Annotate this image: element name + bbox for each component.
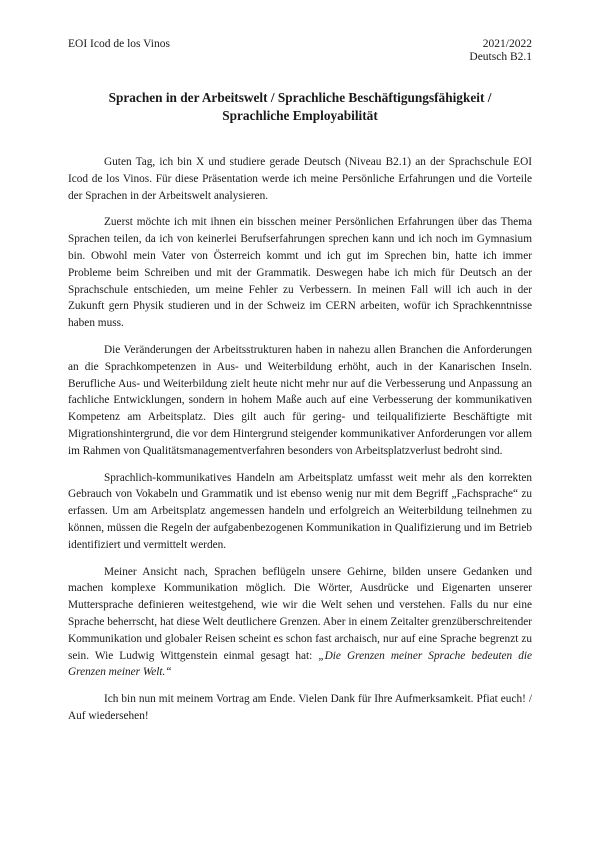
paragraph-opinion xyxy=(68,564,532,682)
header-right xyxy=(469,38,532,64)
paragraph-communication-at-work: Sprachlich-kommunikatives Handeln am Arbeitsplatz umfasst weit mehr als den korrekten Gebrauch von Vokabeln und Grammatik und ist ebenso wenig nur mit dem Begriff „Fachsprache“ zu erfassen. Um am Arbeitsplatz angemessen handeln und erfolgreich an Weiterbildung teilnehmen zu können, müssen die Regeln der aufgabenbezogenen Kommunikation in Qualifizierung und im Betrieb identifiziert und vermittelt werden. xyxy=(68,471,532,551)
school-name: EOI Icod de los Vinos xyxy=(68,38,170,50)
document-title xyxy=(68,89,532,125)
wittgenstein-quote: „Die Grenzen meiner Sprache bedeuten die Grenzen meiner Welt.“ xyxy=(68,649,532,679)
course-level: Deutsch B2.1 xyxy=(469,51,532,63)
document-body xyxy=(68,154,532,735)
opinion-text: Meiner Ansicht nach, Sprachen beflügeln unsere Gehirne, bilden unsere Gedanken und machen komplexe Kommunikation möglich. Die Wörter, Ausdrücke und Eigenarten unserer Muttersprache definieren weitestgehend, wie wir die Welt sehen und verstehen. Falls du nur eine Sprache beherrscht, hat diese Welt deutlichere Grenzen. Aber in einem Zeitalter grenzüberschreitender Kommunikation und globaler Reisen scheint es schon fast archaisch, nur auf eine Sprache begrenzt zu sein. Wie Ludwig Wittgenstein einmal gesagt hat: xyxy=(68,565,532,662)
paragraph-introduction: Guten Tag, ich bin X und studiere gerade Deutsch (Niveau B2.1) an der Sprachschule EOI Icod de los Vinos. Für diese Präsentation werde ich meine Persönliche Erfahrungen und die Vorteile der Sprachen in der Arbeitswelt analysieren. xyxy=(68,156,532,202)
title-line-1: Sprachen in der Arbeitswelt / Sprachliche Beschäftigungsfähigkeit / xyxy=(108,90,492,105)
paragraph-personal-experience: Zuerst möchte ich mit ihnen ein bisschen meiner Persönlichen Erfahrungen über das Thema Sprachen teilen, da ich von keinerlei Berufserfahrungen sprechen kann und ich noch im Gymnasium bin. Obwohl mein Vater von Österreich kommt und ich gut im Sprechen bin, hatte ich immer Probleme beim Schreiben und mit der Grammatik. Deswegen habe ich mich für Deutsch an der Sprachschule entschieden, um meine Fehler zu Verbessern. In meinen Fall will ich auch in der Zukunft gern Physik studieren und in der Schweiz im CERN arbeiten, wofür ich Sprachkenntnisse haben muss. xyxy=(68,216,532,330)
school-year: 2021/2022 xyxy=(482,38,532,50)
paragraph-work-structures: Die Veränderungen der Arbeitsstrukturen haben in nahezu allen Branchen die Anforderungen an die Sprachkompetenzen in Aus- und Weiterbildung erhöht, auch in der Kanarischen Inseln. Berufliche Aus- und Weiterbildung zielt heute nicht mehr nur auf die Verbesserung und Anpassung an fachliche Entwicklungen, sondern in hohem Maße auch auf eine Verbesserung der kommunikativen Kompetenz am Arbeitsplatz. Dies gilt auch für gering- und teilqualifizierte Beschäftigte mit Migrationshintergrund, die vor dem Hintergrund steigender kommunikativer Anforderungen vor allem im Rahmen von Qualitätsmanagementverfahren besonders von Arbeitsplatzverlust bedroht sind. xyxy=(68,343,532,457)
paragraph-closing: Ich bin nun mit meinem Vortrag am Ende. Vielen Dank für Ihre Aufmerksamkeit. Pfiat euch! / Auf wiedersehen! xyxy=(68,693,532,722)
header-school xyxy=(68,38,170,51)
title-line-2: Sprachliche Employabilität xyxy=(222,108,378,123)
